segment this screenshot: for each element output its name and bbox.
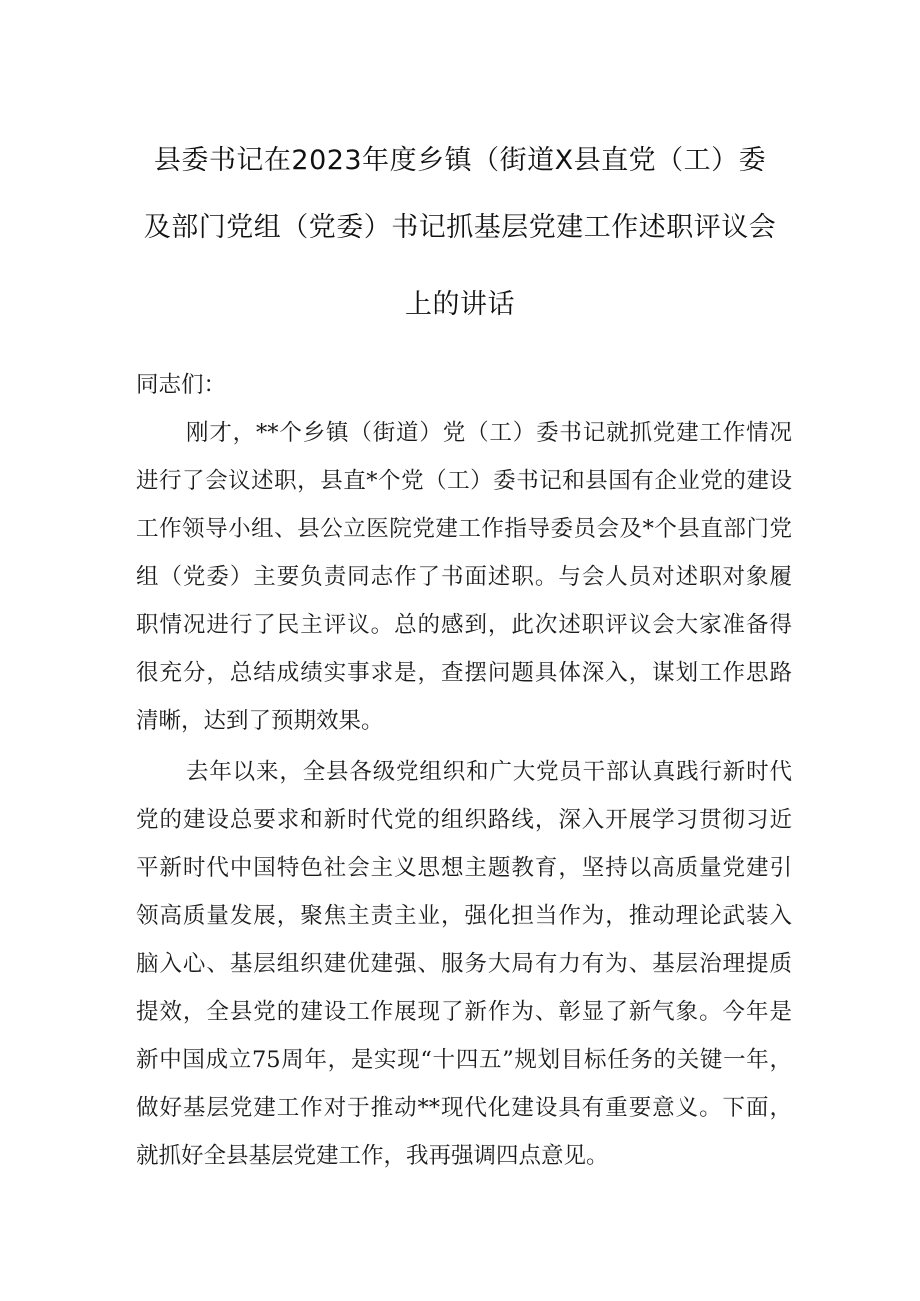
paragraph-2-line-3: 平新时代中国特色社会主义思想主题教育，坚持以高质量党建引 (136, 855, 792, 881)
paragraph-1-line-1: 刚才，**个乡镇（街道）党（工）委书记就抓党建工作情况 (186, 420, 792, 446)
salutation: 同志们： (136, 372, 227, 398)
paragraph-2-line-6: 提效，全县党的建设工作展现了新作为、彰显了新气象。今年是 (136, 999, 792, 1025)
paragraph-2-line-4: 领高质量发展，聚焦主责主业，强化担当作为，推动理论武装入 (136, 903, 792, 929)
paragraph-1-line-6: 很充分，总结成绩实事求是，查摆问题具体深入，谋划工作思路 (136, 660, 792, 686)
paragraph-1-line-3: 工作领导小组、县公立医院党建工作指导委员会及*个县直部门党 (136, 516, 792, 542)
paragraph-1-line-5: 职情况进行了民主评议。总的感到，此次述职评议会大家准备得 (136, 612, 792, 638)
document-title-line-2: 及部门党组（党委）书记抓基层党建工作述职评议会 (143, 212, 777, 243)
paragraph-2-line-2: 党的建设总要求和新时代党的组织路线，深入开展学习贯彻习近 (136, 807, 792, 833)
paragraph-2-line-8: 做好基层党建工作对于推动**现代化建设具有重要意义。下面， (136, 1095, 792, 1121)
paragraph-2-line-5: 脑入心、基层组织建优建强、服务大局有力有为、基层治理提质 (136, 951, 792, 977)
paragraph-1-line-4: 组（党委）主要负责同志作了书面述职。与会人员对述职对象履 (136, 564, 792, 590)
paragraph-2-line-1: 去年以来，全县各级党组织和广大党员干部认真践行新时代 (186, 759, 792, 785)
paragraph-1-line-2: 进行了会议述职，县直*个党（工）委书记和县国有企业党的建设 (136, 468, 792, 494)
paragraph-1-line-7: 清晰，达到了预期效果。 (136, 708, 384, 734)
document-title-line-1: 县委书记在2023年度乡镇（街道X县直党（工）委 (153, 145, 767, 176)
paragraph-2-line-9: 就抓好全县基层党建工作，我再强调四点意见。 (136, 1143, 609, 1169)
paragraph-2-line-7: 新中国成立75周年，是实现“十四五”规划目标任务的关键一年， (136, 1047, 792, 1073)
document-title-line-3: 上的讲话 (405, 289, 515, 320)
